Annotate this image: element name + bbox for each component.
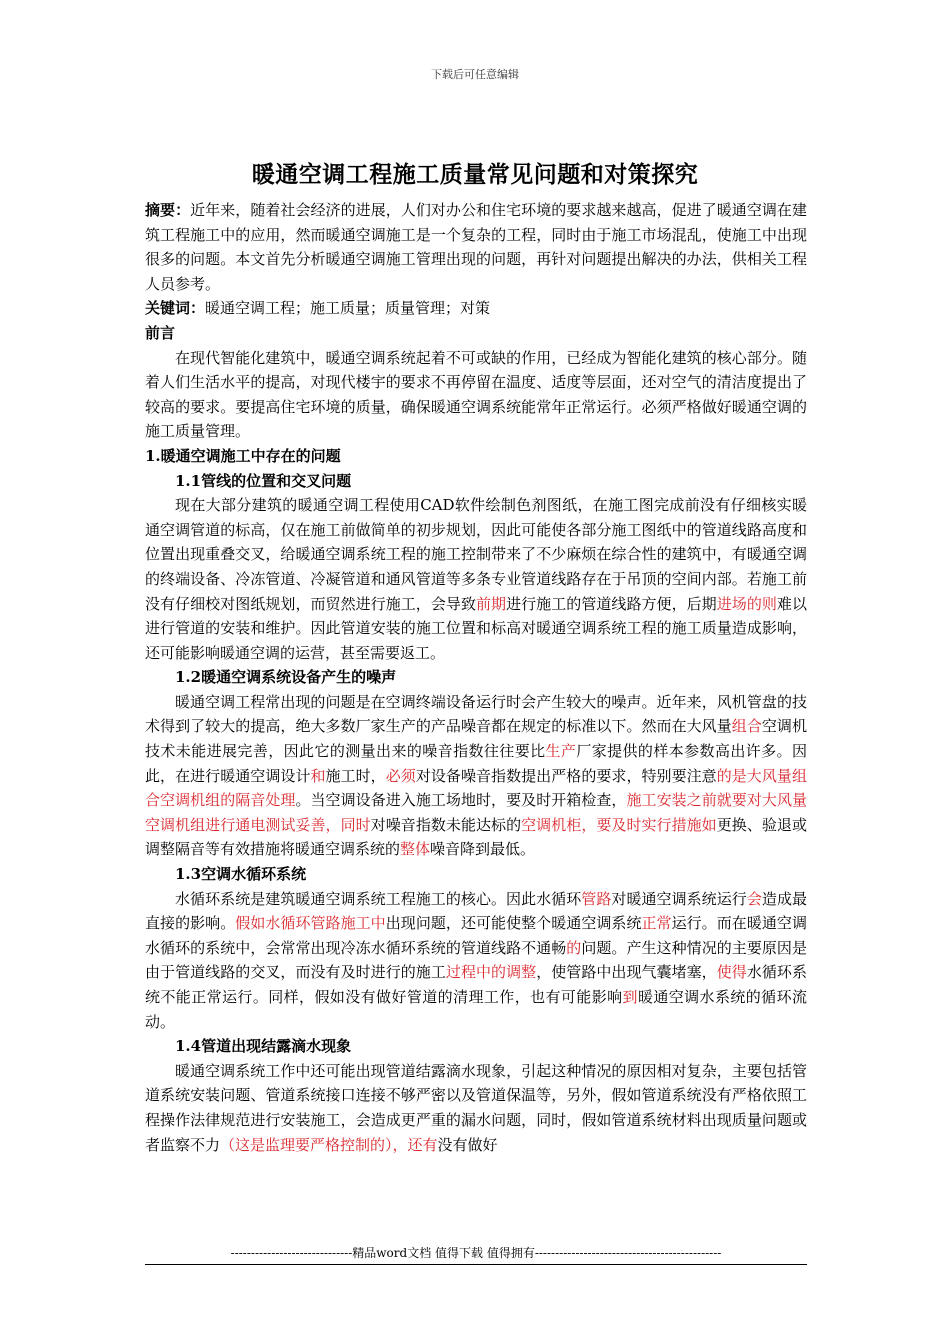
footer-divider: [145, 1264, 807, 1265]
section-1-4-paragraph: [145, 1059, 807, 1157]
section-1-1-paragraph: [145, 493, 807, 665]
page-footer: ------------------------------精品word文档 值得下载 值得拥有----------------------------------------------: [230, 1246, 722, 1260]
keywords-paragraph: [145, 296, 807, 321]
highlight-run: 整体: [400, 840, 431, 859]
text-run: ，使管路中出现气囊堵塞，: [536, 963, 717, 982]
text-run: 运行。而在暖通空调水循环的系统中，会常常出现冷冻水循环系统的管道线路不通畅: [145, 914, 807, 957]
preface-heading: 前言: [145, 323, 176, 342]
keywords-label: 关键词：: [145, 299, 206, 318]
highlight-run: 前期: [476, 594, 507, 613]
highlight-run: 组合: [731, 717, 762, 736]
page-header: 下载后可任意编辑: [431, 68, 519, 81]
highlight-run: 的是大风量组合空调机组的隔音处理: [145, 766, 807, 810]
text-run: 没有做好: [437, 1135, 498, 1154]
text-run: 造成最直接的影响。: [145, 889, 807, 933]
abstract-label: 摘要：: [145, 201, 191, 219]
highlight-run: 和: [310, 766, 326, 785]
section-1-3-paragraph: [145, 887, 807, 1035]
text-run: 暖通空调工程常出现的问题是在空调终端设备运行时会产生较大的噪声。近年来，风机管盘的技术得到了较大的提高，绝大多数厂家生产的产品噪音都在规定的标准以下。然而在大风量: [145, 692, 807, 736]
text-run: 进行施工的管道线路方便，后期: [506, 594, 717, 613]
section-1-4-heading: 1.4管道出现结露滴水现象: [175, 1037, 352, 1056]
text-run: 暖通空调水系统的循环流动。: [145, 988, 807, 1031]
abstract-text: 近年来，随着社会经济的进展，人们对办公和住宅环境的要求越来越高，促进了暖通空调在建筑工程施工中的应用，然而暖通空调施工是一个复杂的工程，同时由于施工市场混乱，使施工中出现很多的问题。本文首先分析暖通空调施工管理出现的问题，再针对问题提出解决的办法，供相关工程人员参考。: [145, 201, 807, 293]
highlight-run: 到: [622, 988, 638, 1006]
text-run: 难以进行管道的安装和维护。因此管道安装的施工位置和标高对暖通空调系统工程的施工质量造成影响，还可能影响暖通空调的运营，甚至需要返工。: [145, 594, 807, 662]
section-1-heading: 1.暖通空调施工中存在的问题: [145, 446, 341, 465]
section-1-2-heading: 1.2暖通空调系统设备产生的噪声: [175, 668, 397, 687]
highlight-run: 会: [746, 889, 762, 908]
highlight-run: 空调机柜，要及时实行措施如: [521, 815, 717, 834]
text-run: 现在大部分建筑的暖通空调工程使用CAD软件绘制色剂图纸，在施工图完成前没有仔细核实暖通空调管道的标高，仅在施工前做简单的初步规划，因此可能使各部分施工图纸中的管道线路高度和位置出现重叠交叉，给暖通空调系统工程的施工控制带来了不少麻烦在综合性的建筑中，有暖通空调的终端设备、冷冻管道、冷凝管道和通风管道等多条专业管道线路存在于吊顶的空间内部。若施工前没有仔细校对图纸规划，而贸然进行施工，会导致: [145, 496, 807, 613]
highlight-run: 过程中的调整: [445, 963, 537, 982]
highlight-run: 管路: [581, 889, 612, 908]
preface-paragraph: 在现代智能化建筑中，暖通空调系统起着不可或缺的作用，已经成为智能化建筑的核心部分。随着人们生活水平的提高，对现代楼宇的要求不再停留在温度、适度等层面，还对空气的清洁度提出了较高的要求。要提高住宅环境的质量，确保暖通空调系统能常年正常运行。必须严格做好暖通空调的施工质量管理。: [145, 348, 807, 441]
highlight-run: 使得: [716, 963, 747, 982]
document-title: 暖通空调工程施工质量常见问题和对策探究: [251, 161, 699, 188]
highlight-run: 正常: [641, 914, 672, 933]
text-run: 水循环系统是建筑暖通空调系统工程施工的核心。因此水循环: [175, 889, 582, 908]
text-run: 对暖通空调系统运行: [611, 889, 747, 908]
section-1-3-heading: 1.3空调水循环系统: [175, 865, 307, 884]
keywords-text: 暖通空调工程；施工质量；质量管理；对策: [205, 299, 491, 318]
highlight-run: 必须: [385, 766, 416, 785]
text-run: 噪音降到最低。: [430, 840, 536, 859]
text-run: 对设备噪音指数提出严格的要求，特别要注意: [415, 766, 717, 785]
highlight-run: 的: [566, 938, 582, 957]
highlight-run: 进场的则: [716, 594, 777, 613]
highlight-run: 假如水循环管路施工中: [235, 914, 386, 933]
document-body: [145, 198, 807, 1157]
text-run: 暖通空调系统工作中还可能出现管道结露滴水现象，引起这种情况的原因相对复杂，主要包括管道系统安装问题、管道系统接口连接不够严密以及管道保温等，另外，假如管道系统没有严格依照工程操作法律规范进行安装施工，会造成更严重的漏水问题，同时，假如管道系统材料出现质量问题或者监察不力: [145, 1061, 807, 1154]
section-1-2-paragraph: [145, 690, 807, 862]
text-run: 施工时，: [325, 766, 386, 785]
highlight-run: 施工安装之前就要对大风量空调机组进行通电测试妥善，同时: [145, 791, 807, 834]
abstract-paragraph: [145, 198, 807, 296]
highlight-run: （这是监理要严格控制的），还有: [220, 1135, 438, 1154]
text-run: 水循环系统不能正常运行。同样，假如没有做好管道的清理工作，也有可能影响: [145, 963, 807, 1006]
text-run: 厂家提供的样本参数高出许多。因此，在进行暖通空调设计: [145, 742, 807, 785]
text-run: 更换、验退或调整隔音等有效措施将暖通空调系统的: [145, 815, 807, 859]
text-run: 对噪音指数未能达标的: [370, 815, 522, 834]
text-run: 空调机技术未能进展完善，因此它的测量出来的噪音指数往往要比: [145, 717, 807, 761]
text-run: 出现问题，还可能使整个暖通空调系统: [385, 914, 642, 933]
text-run: 。当空调设备进入施工场地时，要及时开箱检查，: [295, 791, 627, 810]
text-run: 问题。产生这种情况的主要原因是由于管道线路的交叉，而没有及时进行的施工: [145, 938, 807, 982]
highlight-run: 生产: [545, 742, 577, 761]
section-1-1-heading: 1.1管线的位置和交叉问题: [175, 471, 352, 490]
